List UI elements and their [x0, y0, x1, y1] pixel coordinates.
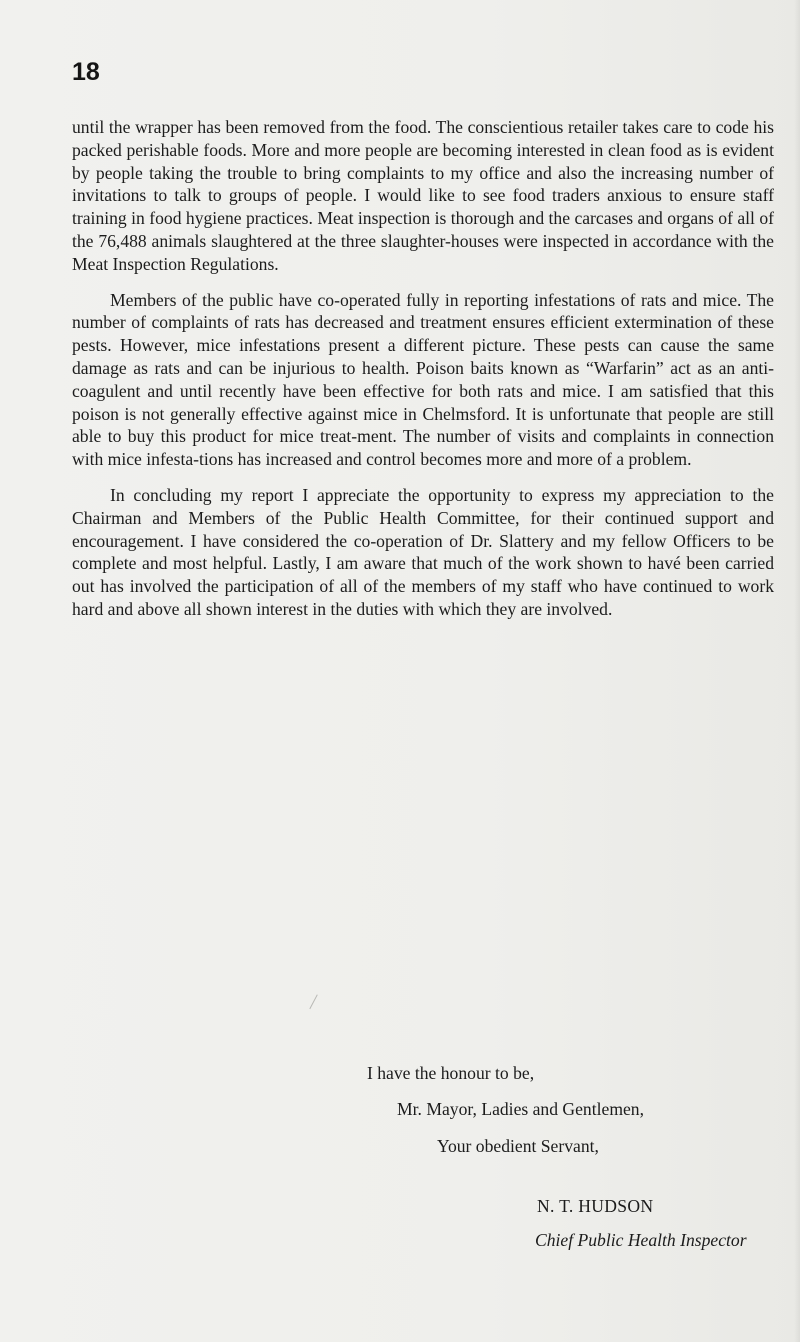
- paragraph-conclusion: In concluding my report I appreciate the opportunity to express my appreciation to the Chairman and Members of the Public Health Committee, for their continued support and encouragement. I have considered the co-operation of Dr. Slattery and my fellow Officers to be complete and most helpful. Lastly, I am aware that much of the work shown to havé been carried out has involved the participation of all of the members of my staff who have continued to work hard and above all shown interest in the duties with which they are involved.: [72, 484, 774, 619]
- page-number: 18: [72, 58, 100, 86]
- paragraph-food-inspection: until the wrapper has been removed from the food. The conscientious retailer takes care to code his packed perishable foods. More and more people are becoming interested in clean food as is evident by people taking the trouble to bring complaints to my office and also the increasing number of invitations to talk to groups of people. I would like to see food traders anxious to ensure staff training in food hygiene practices. Meat inspection is thorough and the carcases and organs of all of the 76,488 animals slaughtered at the three slaughter-houses were inspected in accordance with the Meat Inspection Regulations.: [72, 117, 774, 274]
- closing-honour-line: I have the honour to be,: [367, 1063, 535, 1083]
- signatory-name: N. T. HUDSON: [537, 1196, 654, 1216]
- closing-salutation: Mr. Mayor, Ladies and Gentlemen,: [397, 1099, 645, 1119]
- closing-servant-line: Your obedient Servant,: [437, 1136, 599, 1156]
- signatory-title: Chief Public Health Inspector: [535, 1230, 747, 1250]
- stray-pencil-mark: [309, 994, 318, 1009]
- paragraph-pest-control: Members of the public have co-operated fully in reporting infestations of rats and mice. The number of complaints of rats has decreased and treatment ensures efficient extermination of these pests. However, mice infestations present a different picture. These pests can cause the same damage as rats and can be injurious to health. Poison baits known as “Warfarin” act as an anti-coagulent and until recently have been effective for both rats and mice. I am satisfied that this poison is not generally effective against mice in Chelmsford. It is unfortunate that people are still able to buy this product for mice treat-ment. The number of visits and complaints in connection with mice infesta-tions has increased and control becomes more and more of a problem.: [72, 289, 774, 470]
- page-edge-shadow: [794, 0, 800, 1342]
- report-body: [72, 116, 774, 634]
